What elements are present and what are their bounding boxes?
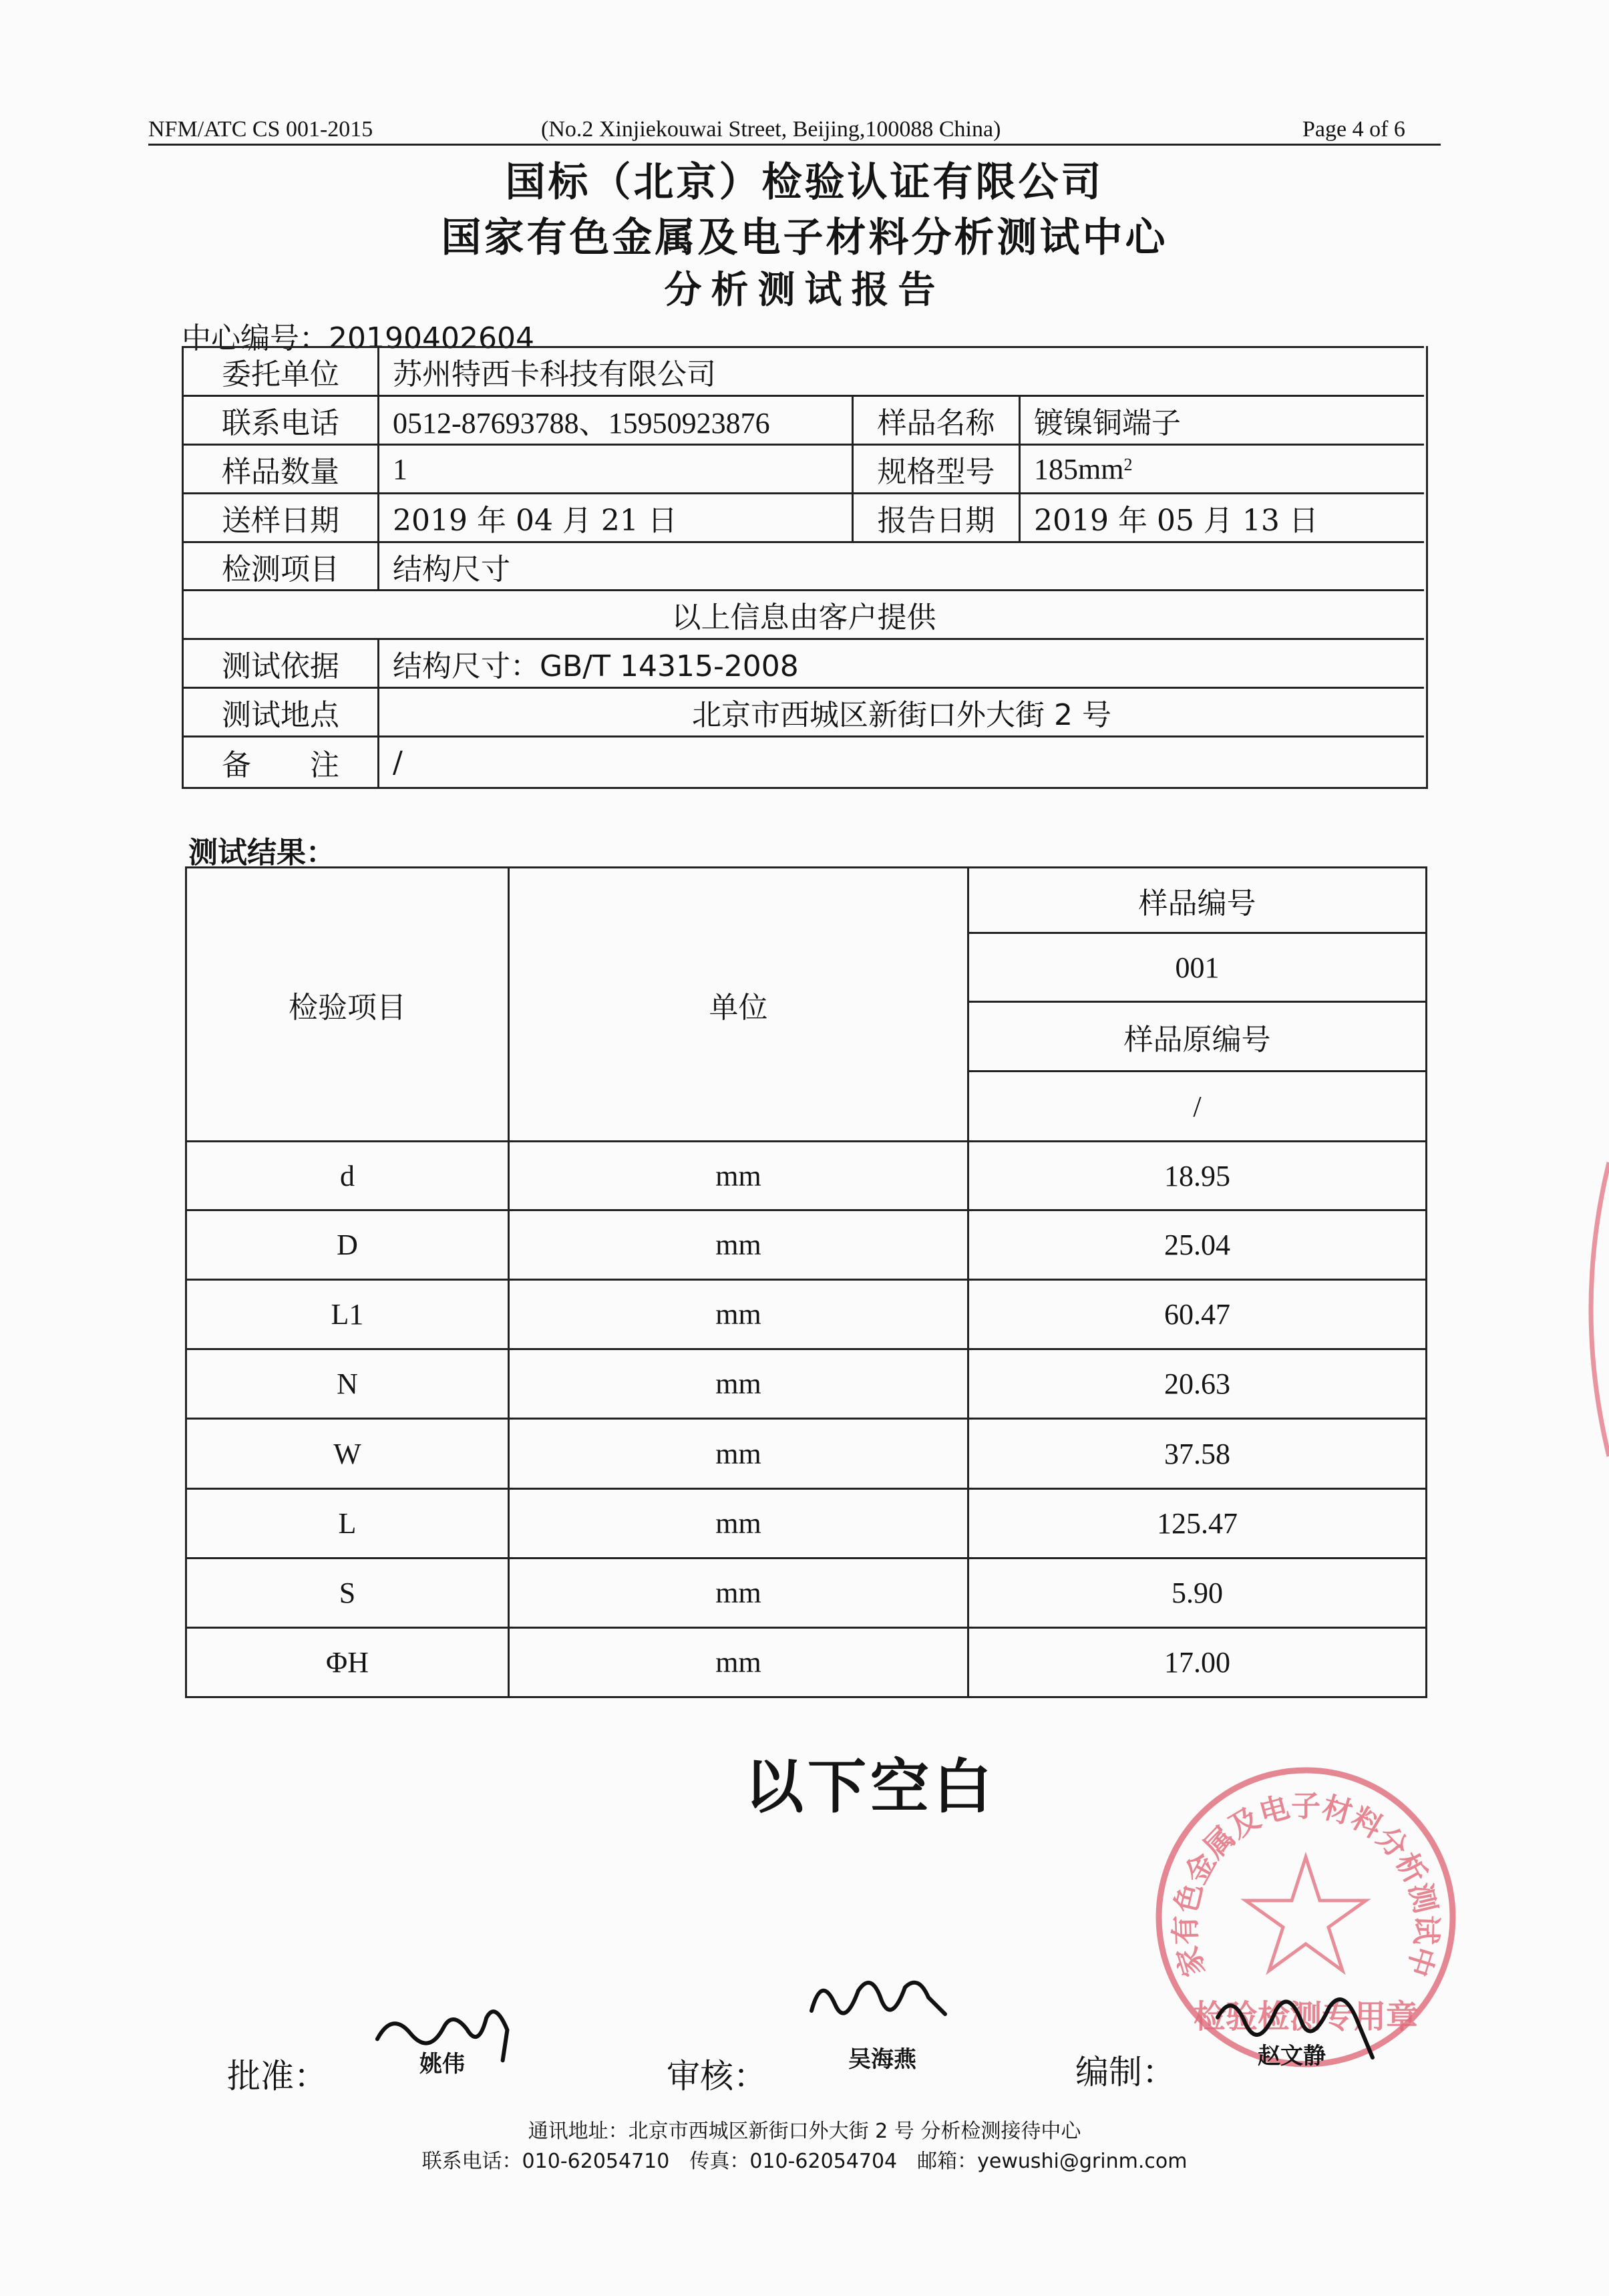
reviewer-signature-scribble [805,1964,952,2037]
result-value: 60.47 [1164,1298,1230,1331]
svg-text:国家有色金属及电子材料分析测试中心: 家有色金属及电子材料分析测试中 [1168,1789,1443,1981]
result-value: 17.00 [1164,1646,1230,1679]
test-item-value: 结构尺寸 [393,552,510,587]
result-value: 18.95 [1164,1159,1230,1192]
test-basis-label: 测试依据 [222,649,339,683]
result-unit: mm [715,1367,761,1400]
result-unit: mm [715,1507,761,1540]
header-rule [148,144,1441,146]
result-value: 20.63 [1164,1367,1230,1400]
review-label: 审核： [667,2057,767,2096]
result-item-N: N [337,1367,358,1400]
results-heading: 测试结果： [188,836,335,870]
prepare-label: 编制： [1075,2053,1176,2092]
result-unit: mm [715,1437,761,1470]
phone-label: 联系电话 [222,406,339,440]
col-header-item: 检验项目 [289,990,406,1025]
test-item-label: 检测项目 [222,552,339,587]
sample-number-label: 样品编号 [1138,886,1256,921]
reviewer-name: 吴海燕 [848,2046,916,2073]
spec-value-text: 185mm [1034,452,1124,486]
edge-seal-fragment [1566,1156,1609,1463]
center-title: 国家有色金属及电子材料分析测试中心 [441,214,1168,261]
result-unit: mm [715,1228,761,1261]
preparer-name: 赵文静 [1258,2043,1326,2070]
original-number-value: / [1193,1090,1202,1123]
reviewer-signature [805,1964,952,2040]
page-number: Page 4 of 6 [1302,117,1405,142]
svg-text:检验检测专用章: 检验检测专用章 [1193,1998,1419,2035]
remark-label: 备 注 [222,748,339,782]
result-item-W: W [333,1437,361,1470]
result-item-D: D [337,1228,358,1261]
result-value: 5.90 [1172,1577,1223,1609]
center-number: 中心编号：20190402604 [182,321,534,355]
client-value: 苏州特西卡科技有限公司 [393,357,716,391]
address-english: (No.2 Xinjiekouwai Street, Beijing,100088 China) [541,117,1001,142]
sample-name-label: 样品名称 [877,406,995,440]
footer-address: 通讯地址：北京市西城区新街口外大街 2 号 分析检测接待中心 [528,2120,1081,2143]
footer-contact: 联系电话：010-62054710 传真：010-62054704 邮箱：yewushi@grinm.com [421,2150,1188,2173]
sample-name-value: 镀镍铜端子 [1034,406,1181,440]
col-header-unit: 单位 [709,990,768,1025]
test-basis-value: 结构尺寸：GB/T 14315-2008 [393,649,799,683]
result-item-L1: L1 [331,1298,364,1331]
result-item-d: d [340,1159,355,1192]
standard-code: NFM/ATC CS 001-2015 [148,117,373,142]
result-value: 125.47 [1157,1507,1238,1540]
client-provided-note: 以上信息由客户提供 [671,601,936,635]
result-item-S: S [339,1577,356,1609]
result-unit: mm [715,1159,761,1192]
report-title: 分析测试报告 [664,269,945,312]
blank-below-note: 以下空白 [745,1752,997,1821]
approver-name: 姚伟 [419,2051,465,2078]
result-unit: mm [715,1577,761,1609]
spec-value [1034,446,1132,492]
company-title: 国标（北京）检验认证有限公司 [505,159,1104,206]
sample-number-value: 001 [1175,951,1220,984]
result-unit: mm [715,1646,761,1679]
report-date-label: 报告日期 [877,504,995,538]
result-item-phi-h: ΦH [326,1646,369,1679]
original-number-label: 样品原编号 [1123,1022,1271,1057]
quantity-label: 样品数量 [222,455,339,489]
spec-label: 规格型号 [877,455,995,489]
test-location-label: 测试地点 [222,698,339,732]
report-date-value: 2019 年 05 月 13 日 [1034,504,1318,538]
send-date-value: 2019 年 04 月 21 日 [393,504,677,538]
spec-superscript: 2 [1123,455,1133,474]
edge-seal-graphic [1566,1156,1609,1463]
result-unit: mm [715,1298,761,1331]
result-item-L: L [338,1507,357,1540]
send-date-label: 送样日期 [222,504,339,538]
approve-label: 批准： [227,2057,327,2096]
result-value: 25.04 [1164,1228,1230,1261]
result-value: 37.58 [1164,1437,1230,1470]
client-label: 委托单位 [222,357,339,391]
remark-value: / [393,745,403,780]
test-location-value: 北京市西城区新街口外大街 2 号 [692,698,1111,732]
phone-value: 0512-87693788、15950923876 [393,407,770,440]
quantity-value: 1 [393,452,407,486]
